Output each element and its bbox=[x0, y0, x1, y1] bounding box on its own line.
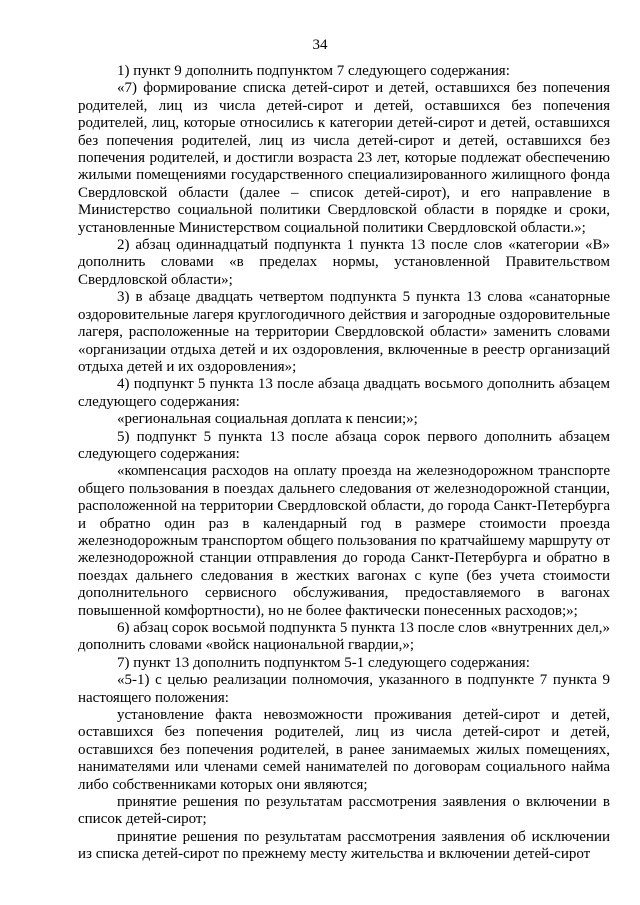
paragraph-item-13-sub5-abz24-amendment: 3) в абзаце двадцать четвертом подпункта 5 пункта 13 слова «санаторные оздоровительные лагеря круглогодичного действия и загородные оздоровительные лагеря, расположенные на территории Свердловской области» заменить словами «организации отдыха детей и их оздоровления, включенные в реестр организаций отдыха детей и их оздоровления»; bbox=[78, 289, 610, 375]
paragraph-impossibility-fact: установление факта невозможности проживания детей-сирот и детей, оставшихся без попечения родителей, лиц из числа детей-сирот и детей, оставшихся без попечения родителей, в ранее занимаемых жилых помещениях, нанимателями или членами семей нанимателей по договорам социального найма либо собственниками которых они являются; bbox=[78, 707, 610, 793]
paragraph-subitem-7-text: «7) формирование списка детей-сирот и детей, оставшихся без попечения родителей, лиц из числа детей-сирот и детей, оставшихся без попечения родителей, лиц, которые относились к категории детей-сирот и детей, оставшихся без попечения родителей, лиц из числа детей-сирот и детей, оставшихся без попечения родителей, и достигли возраста 23 лет, которые подлежат обеспечению жилыми помещениями государственного специализированного жилищного фонда Свердловской области (далее – список детей-сирот), и его направление в Министерство социальной политики Свердловской области в порядке и сроки, установленные Министерством социальной политики Свердловской области.»; bbox=[78, 80, 610, 236]
paragraph-item-13-sub5-abz28-amendment: 4) подпункт 5 пункта 13 после абзаца двадцать восьмого дополнить абзацем следующего содержания: bbox=[78, 376, 610, 410]
paragraph-travel-compensation: «компенсация расходов на оплату проезда на железнодорожном транспорте общего пользования в поездах дальнего следования от железнодорожной станции, расположенной на территории Свердловской области, до города Санкт-Петербурга и обратно один раз в календарный год в размере стоимости проезда железнодорожным транспортом общего пользования по кратчайшему маршруту от железнодорожной станции отправления до города Санкт-Петербурга и обратно в поездах дальнего следования в жестких вагонах с купе (без учета стоимости дополнительного сервисного обслуживания, предоставляемого в вагонах повышенной комфортности), но не более фактически понесенных расходов;»; bbox=[78, 463, 610, 619]
paragraph-item-13-sub5-1-amendment: 7) пункт 13 дополнить подпунктом 5-1 следующего содержания: bbox=[117, 654, 530, 671]
paragraph-item-9-amendment: 1) пункт 9 дополнить подпунктом 7 следующего содержания: bbox=[117, 63, 510, 79]
paragraph-item-13-sub5-abz41-amendment: 5) подпункт 5 пункта 13 после абзаца сорок первого дополнить абзацем следующего содержания: bbox=[78, 428, 610, 462]
paragraph-pension-supplement: «региональная социальная доплата к пенсии;»; bbox=[117, 411, 418, 428]
paragraph-sub5-1-intro: «5-1) с целью реализации полномочия, указанного в подпункте 7 пункта 9 настоящего положения: bbox=[78, 672, 610, 706]
page-number: 34 bbox=[312, 37, 328, 53]
document-body bbox=[78, 63, 610, 864]
paragraph-item-13-sub5-abz48-amendment: 6) абзац сорок восьмой подпункта 5 пункта 13 после слов «внутренних дел,» дополнить словами «войск национальной гвардии,»; bbox=[78, 620, 610, 654]
paragraph-exclusion-decision: принятие решения по результатам рассмотрения заявления об исключении из списка детей-сирот по прежнему месту жительства и включении детей-сирот bbox=[78, 828, 610, 863]
paragraph-inclusion-decision: принятие решения по результатам рассмотрения заявления о включении в список детей-сирот; bbox=[78, 794, 610, 828]
paragraph-item-13-sub1-amendment: 2) абзац одиннадцатый подпункта 1 пункта 13 после слов «категории «В» дополнить словами «в пределах нормы, установленной Правительством Свердловской области»; bbox=[78, 237, 610, 288]
